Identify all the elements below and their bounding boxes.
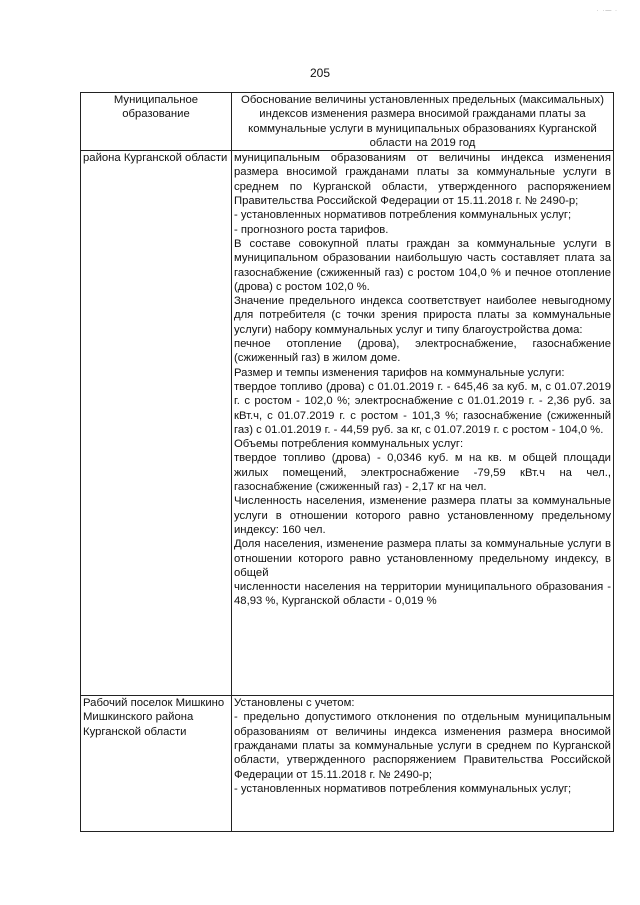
- text-line: муниципальным образованиям от величины индекса изменения размера вносимой гражданами платы за коммунальные услуги в среднем по Курганской области, утвержденного распоряжением Правительства Российской Федерации от 15.11.2018 г. № 2490-р;: [234, 152, 611, 208]
- tariff-justification-table: [80, 92, 614, 832]
- text-line: - прогнозного роста тарифов.: [234, 223, 389, 236]
- page-number: 205: [309, 66, 331, 80]
- text-line: твердое топливо (дрова) с 01.01.2019 г. - 645,46 за куб. м, с 01.07.2019 г. с ростом - 102,0 %; электроснабжение с 01.01.2019 г. - 2,36 руб. за кВт.ч, с 01.07.2019 г. с ростом - 101,3 %; газоснабжение (сжиженный газ) с 01.01.2019 г. - 44,59 руб. за кг, с 01.07.2019 г. с ростом - 104,0 %.: [234, 380, 611, 436]
- table-row: [81, 696, 614, 832]
- header-municipality: Муниципальное образование: [81, 93, 232, 151]
- text-line: печное отопление (дрова), электроснабжение, газоснабжение (сжиженный газ) в жилом доме.: [234, 338, 611, 365]
- municipality-cell: Рабочий поселок Мишкино Мишкинского района Курганской области: [81, 696, 232, 832]
- municipality-cell: района Курганской области: [81, 151, 232, 696]
- text-line: Объемы потребления коммунальных услуг:: [234, 438, 464, 451]
- text-line: Доля населения, изменение размера платы за коммунальные услуги в отношении которого равно установленному предельному индексу, в общей: [234, 538, 611, 579]
- justification-cell: [232, 696, 614, 832]
- text-line: Численность населения, изменение размера платы за коммунальные услуги в отношении которого равно установленному предельному индексу: 160 чел.: [234, 495, 611, 536]
- header-justification: Обоснование величины установленных предельных (максимальных) индексов изменения размера вносимой гражданами платы за коммунальные услуги в муниципальных образованиях Курганской области на 2019 год: [232, 93, 614, 151]
- table-row: [81, 151, 614, 696]
- text-line: - установленных нормативов потребления коммунальных услуг;: [234, 782, 572, 795]
- table-header-row: [81, 93, 614, 151]
- text-line: твердое топливо (дрова) - 0,0346 куб. м на кв. м общей площади жилых помещений, электроснабжение -79,59 кВт.ч на чел., газоснабжение (сжиженный газ) - 2,17 кг на чел.: [234, 452, 611, 494]
- text-line: Значение предельного индекса соответствует наиболее невыгодному для потребителя (с точки зрения прироста платы за коммунальные услуги) набору коммунальных услуг и типу благоустройства дома:: [234, 295, 611, 336]
- text-line: численности населения на территории муниципального образования - 48,93 %, Курганской области - 0,019 %: [234, 581, 611, 608]
- text-line: В составе совокупной платы граждан за коммунальные услуги в муниципальном образовании наибольшую часть составляет плата за газоснабжение (сжиженный газ) с ростом 104,0 % и печное отопление (дрова) с ростом 102,0 %.: [234, 237, 611, 293]
- text-line: - предельно допустимого отклонения по отдельным муниципальным образованиям от величины индекса изменения размера вносимой гражданами платы за коммунальные услуги в среднем по Курганской области, утвержденного распоряжением Правительства Российской Федерации от 15.11.2018 г. № 2490-р;: [234, 711, 611, 781]
- justification-cell: [232, 151, 614, 696]
- text-line: Размер и темпы изменения тарифов на коммунальные услуги:: [234, 366, 565, 379]
- scan-corner-mark: · ·— ·: [596, 8, 618, 14]
- text-line: Установлены с учетом:: [234, 697, 355, 710]
- text-line: - установленных нормативов потребления коммунальных услуг;: [234, 209, 572, 222]
